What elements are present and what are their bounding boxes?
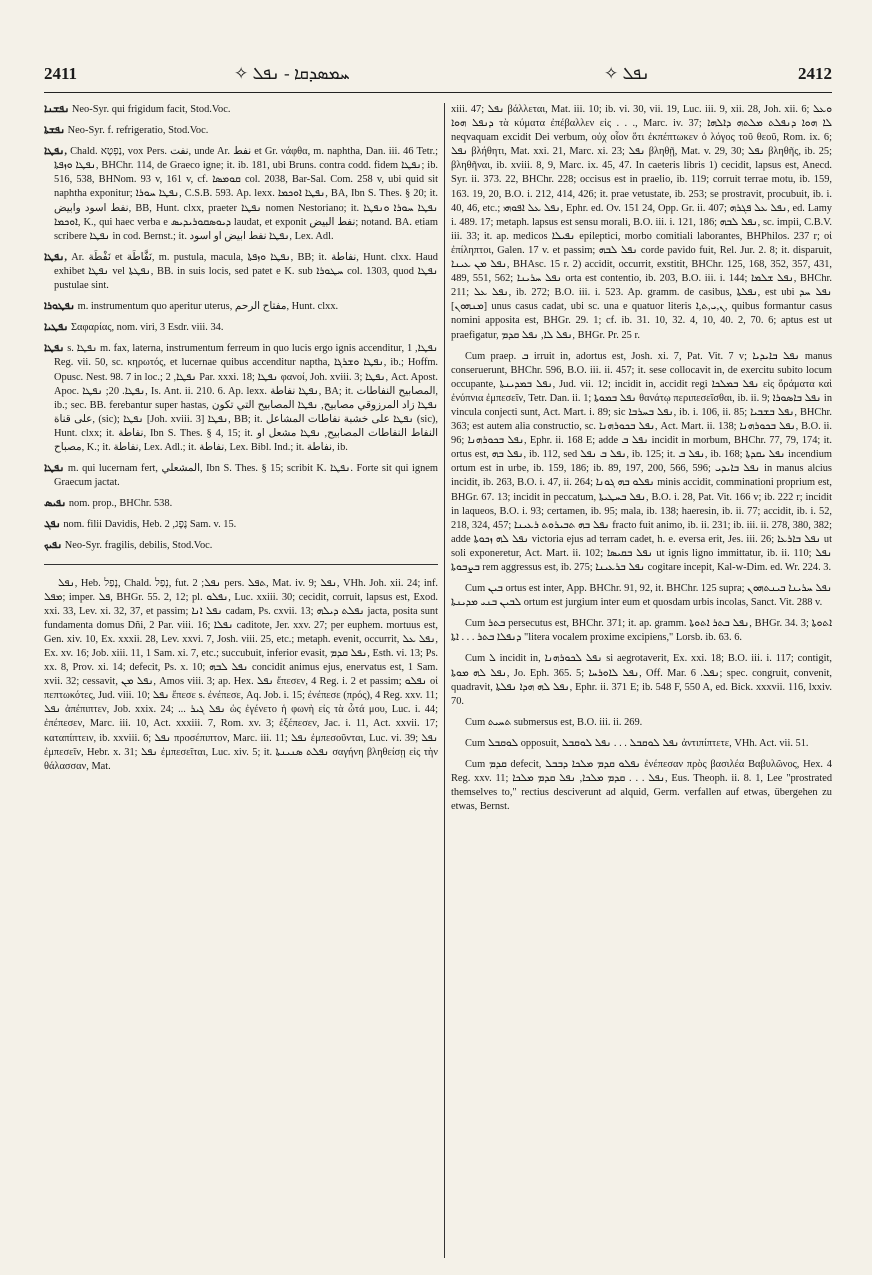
entry-headword: ܢܦܫܬܐ	[44, 125, 66, 137]
main-entry-paragraph: ܢܦܠ, Heb. נָפַל, Chald. נְפַל, fut. ܢܦܠ; 2 pers. ܬܦܠ, Mat. iv. 9; ܢܦܠ, VHh. Joh. xii. 24; inf. ܡܦܠ; imper. ܦܠ, BHGr. 55. 2, 12; pl. ܢܦܠܘ, Luc. xxiii. 30; cecidit, corruit, lapsus est, Exod. xxi. 33, Lev. xi. 32, 37, et passim; ܢܦܠ ܐܢܐ cadam, Ps. cxvii. 13; ܢܦܠܬ ܕܝܠܗ jacta, posita sunt fundamenta domus Dñi, 2 Par. viii. 16; ܢܦܠܐ caditote, Jer. xxv. 27; per euphem. mortuus est, Gen. xiv. 10, Ex. xxxii. 28, Lev. xxvi. 7, Josh. viii. 25, etc.; metaph. evenit, occurrit, ܢܦܠ ܥܠ, Ex. xv. 16; Job. xiii. 11, 1 Sam. xi. 7, etc.; succubuit, inferior evasit, ܢܦܠ ܩܕܡ, Esth. vi. 13; Ps. xx. 8, Prov. xi. 14; defecit, Ps. x. 10; ܢܦܠ ܠܒܗ concidit animus ejus, enervatus est, 1 Sam. xvii. 32; cessavit, ܢܦܠ ܡܢ, Amos viii. 3; ap. Hex. ܢܦܠ ἔπεσεν, 4 Reg. i. 2 et passim; ܢܦܠܘ οἱ πεπτωκότες, Jud. viii. 10; ܢܦܠ ἔπεσε s. ἐνέπεσε, Aq. Job. i. 15; ἐνέπεσε (πρός), 4 Reg. xxv. 11; ܢܦܠ ἀπέπιπτεν, Job. xxix. 24; ... ܢܦܠ ܓܝܪ ὡς ἐγένετο ἡ φωνὴ εἰς τὰ ὦτά μου, Luc. i. 44; ἐπέπεσεν, Marc. iii. 10, Act. xxxiii. 7, Rom. xv. 3; ἐξέπεσεν, Jac. i. 11, Act. xxvii. 17; καταπίπτειν, ib. xxviii. 6; ܢܦܠ προσέπιπτον, Marc. iii. 11; ܢܦܠ ἐμπεσοῦνται, Luc. vi. 39; ܢܦܠ ἐμπεσεῖν, Hebr. x. 31; ܢܦܠ ἐμπεσεῖται, Luc. xiv. 5; it. ܢܦܠܬ ܣܢܝܢܬܐ σαγήνη βληθείσῃ εἰς τὴν θάλασσαν, Mat.	[44, 577, 438, 772]
entry-headword: ܢܦܛܘܪܐ	[44, 301, 76, 313]
construction-paragraph: Cum ܠܘܩܒܠ opposuit, ܢܦܠ ܠܘܩܒܠ . . . ܢܦܠ ܠܘܩܒܠ ἀντιπίπτετε, VHh. Act. vii. 51.	[465, 737, 809, 749]
construction-paragraph: Cum ܬܚܝܬ submersus est, B.O. iii. ii. 269.	[465, 716, 643, 728]
entry-headword: ܢܦܓ	[44, 519, 61, 531]
header-rule	[44, 92, 832, 93]
entry-text: Neo-Syr. fragilis, debilis, Stod.Voc.	[64, 540, 213, 552]
continuation-paragraph: xiii. 47; ܢܦܠ βάλλεται, Mat. iii. 10; ib. vi. 30, vii. 19, Luc. iii. 9, xii. 28, Joh. xii. 6; ܘܥܠ ܕܢܦܠ ܗܘܐ τὰ κύματα ἐπέβαλλεν εἰς . . ., Marc. iv. 37; ܠܐ ܗܘܐ ܕܢܦܠܬ ܡܠܬܗ ܕܐܠܗܐ neqvaquam excidit Dei verbum, οὐχ οἷον ὅτι ἐκπέπτωκεν ὁ λόγος τοῦ θεοῦ, Rom. ix. 6; ܢܦܠ βλήθητι, Mat. xxi. 21, Marc. xi. 23; ܢܦܠ βληθῇ, Mat. v. 29, 30; ܢܦܠ βληθῆς, ib. 25; βληθῆναι, ib. xviii. 8, 9, Marc. ix. 45, 47. In caeteris libris 1) cecidit, lapsus est, Anecd. Syr. ii. 373. 22, BHChr. 228; occisus est in praelio, ib. 119; corruit terrae motu, ib. 159, 163. 19, 20, B.O. i. 212, 414, 426; it. prae vetustate, ib. 253; se prostravit, procubuit, ib. i. 40, 46, etc.; ܢܦܠ ܥܠ ܐܦܘܗܝ, Ephr. ed. Ov. 151 24, Opp. Gr. ii. 407; ܢܦܠ ܥܠ ܦܓܪܗ, ed. Lamy i. 489. 17; metaph. lapsus est sensu morali, B.O. iii. i. 121, 186; ܢܦܠ ܠܒܗ, sc. impii, C.B.V. iii. 33; it. ap. medicos ܢܦܝܠܐ epileptici, morbo comitiali laborantes, BHPhilos. 237 r; οἱ ἐπίληπτοι, Galen. 17 v. et passim; ܢܦܠ ܠܒܗ corde pavido fuit, Rel. Jur. 2. 8; it. disparuit, ܢܦܠ ܡܢ ܥܝܢܐ, BHAsc. 15 r. 2) accidit, occurrit, exstitit, BHChr. 125, 168, 352, 357, 431, 489, 551, 562; ܢܦܠ ܚܪܝܢܐ orta est contentio, ib. 203, B.O. iii. i. 144; ܢܦܠ ܫܠܡܐ, BHChr. 211; ܢܦܠ ܥܠ, ib. 272; B.O. iii. i. 523. Ap. gramm. de casibus, ܢܦܠܬܐ, est ubi ܢܦܠ ܚܕ [ܡܢܗܘܢ] unus casus cadat, ubi sc. una e quatuor literis ܢ,ܝ,ܬ,ܐ, quibus formantur casus nomini apposita est, BHGr. 29. 1; cf. ib. 31. 10, 32. 4, 10, 40. 2, 70. 6; aptus est ut praefigatur, ܢܦܠ ܠܐ, ܢܦܠ ܩܕܡ, BHGr. Pr. 25 r.	[451, 104, 832, 341]
dictionary-entry	[44, 518, 438, 532]
page-header	[44, 64, 832, 90]
dictionary-entry	[44, 300, 438, 314]
entry-text: m. instrumentum quo aperitur uterus, مفتاح الرحم, Hunt. clxx.	[77, 301, 339, 313]
entry-text: Ar. نَفْطَة et نَفَّاطَة, m. pustula, macula, ܢܦܛܐ ܘܙܦܬܐ, BB; it. نفاطة, Hunt. clxx. Haud exhibet ܢܦܛܐ vel ܢܦܛܬܐ, BB. in suis locis, sed patet e K. sub ܚܛܘܪܐ col. 1303, quod ܢܦܛܐ pustulae sint.	[54, 251, 438, 292]
column-divider	[444, 103, 445, 1258]
section-divider	[44, 564, 438, 565]
right-column	[451, 103, 832, 1263]
entry-text: m. qui lucernam fert, المشعلي, Ibn S. Thes. § 15; scribit K. ܢܦܛܐ. Forte sit qui ignem Graecum jactat.	[54, 463, 438, 489]
dictionary-entry	[44, 342, 438, 455]
entry-headword: ܢܦܝܣ	[44, 498, 67, 510]
running-head-right: ✧ ܢܦܠ	[604, 64, 650, 83]
entry-headword: ܢܦܫܢܐ	[44, 104, 70, 115]
dictionary-entry	[44, 251, 438, 293]
entry-text: Chald. נַפְטָא, vox Pers. نفت, unde Ar. نفط et Gr. νάφθα, m. naphtha, Dan. iii. 46 Tetr.; ܢܦܛܐ ܘܙܦܬܐ, BHChr. 114, de Graeco igne; it. ib. 181, ubi Bruns. contra codd. fidem ܢܦܛܐ; ib. 516, 538, BHNom. 93 v, 161 v, cf. ܩܘܡܣܐ col. 2038, Bar-Sal. Com. 258 v, ubi quid sit naphtha exponitur; ܢܦܛܐ ܚܘܪܐ, C.S.B. 593. Ap. lexx. ܢܦܛܐ ܐܘܟܡܐ, BA, Ibn S. Thes. § 20; it. نفط اسود وابيض, BB, Hunt. clxx, praeter ܢܦܛܐ nomen Nestoriano; it. ܢܦܛܐ ܚܘܪܐ ܘܢܦܛܐ ܐܘܟܡܐ, K., qui haec verba e ܕܝܘܣܩܘܪܝܕܝܣ laudat, et exponit نفط البيض; notand. BA. etiam scribere ܢܦܛܐ in cod. Bernst.; it. ܢܦܛܐ نفط ابيض او اسود, Lex. Adl.	[54, 146, 438, 242]
running-head-left: ✧ ܚܡܣܕܩܐ - ܢܦܠ	[234, 64, 350, 83]
construction-paragraph: Cum praep. ܒ irruit in, adortus est, Josh. xi. 7, Pat. Vit. 7 v; ܢܦܠ ܒܐܝܕܝܐ manus conseruerunt, BHChr. 596, B.O. iii. ii. 457; it. sese collocavit in, de exercitu subito locum occupante, ܢܦܠ ܒܡܕܝܢܬܐ, Jud. vii. 12; incidit in, accidit regi ܢܦܠ ܒܡܠܟܐ εἰς ὅράματα καὶ ἐνύπνια ἐμπεσεῖν, Tetr. Dan. ii. 1; ܢܦܠ ܒܡܘܬܐ θανάτῳ περιπεσεῖσθαι, ib. ii. 9; ܢܦܠ ܒܐܣܘܪܐ in vincula conjecti sunt, Act. Mart. i. 89; sic ܢܦܠ ܒܚܪܒܐ, ib. i. 106, ii. 85; ܢܦܠ ܒܫܒܝܐ, BHChr. 363; est autem alia constructio, sc. ܢܦܠ ܒܟܘܪܗܢܐ, Act. Mart. ii. 138; ܢܦܠ ܒܟܘܪܗܢܐ, B.O. ii. 96; ܢܦܠ ܒܟܘܪܗܢܐ, Ephr. ii. 168 E; adde ܢܦܠ ܒ incidit in morbum, BHChr. 77, 79, 174; it. ortus est, ܢܦܠ ܒܗ, ib. 112, sed ܢܦܠ ܒ ܢܦܠ, ib. 125; it. ܢܦܠ ܒ, ib. 168; ܢܦܠ ܝܩܕܬܐ incendium ortum est in urbe, ib. 159, 186; ib. 89, 197, 200, 566, 596; ܢܦܠ ܒܐܝܕܝ in manus alcius incidit, ib. 263, B.O. i. 47, ii. 264; ܢܦܠܘ ܒܗ ܓܘܢܐ minis accidit, comminationi proprium est, BHGr. 67. 13; incidit in peccatum, ܢܦܠ ܒܚܛܝܬܐ, B.O. i. 28, Pat. Vit. 166 v; ib. 222 r; incidit in laqueos, B.O. i. 93; certamen, ib. 95; mala, ib. 138; haeresin, ib. ii. 77; accidit, ib. i. 52, 218, 324, 457; ܢܦܠ ܒܗ ܬܒܝܪܘܬ ܪܥܝܢܐ fracto fuit animo, ib. ii. 231; ib. iii. ii. 278, 380, 382; adde ܢܦܠ ܠܗ ܙܟܘܬܐ victoria ejus ad terram cadet, h. e. eversa erit, Jes. iii. 26; ܢܦܠ ܒܐܪܥܐ ut soli exponeretur, Act. Mart. ii. 102; ܢܦܠ ܒܩܝܣܐ ut ignis ligno immittatur, ib. ii. 110; ܢܦܠ ܒܨܒܘܬܐ rem aggressus est, ib. 275; ܢܦܠ ܒܪܥܝܢܐ cogitare incepit, Kal-w-Dim. ed. Wr. 224. 3.	[451, 350, 832, 573]
dictionary-entry	[44, 539, 438, 553]
construction-paragraph: Cum ܒܝܢ ortus est inter, App. BHChr. 91, 92, it. BHChr. 125 supra; ܢܦܠ ܚܪܝܢܐ ܒܝܢܬܗܘܢ ܠܒܝܢ ܒܢܝ ܡܕܝܢܬܐ ortum est jurgium inter eum et quosdam urbis incolas, Sanct. Vit. 288 v.	[451, 583, 832, 609]
dictionary-entry	[44, 497, 438, 511]
entry-text: Σαφαρίας, nom. viri, 3 Esdr. viii. 34.	[70, 322, 224, 334]
dictionary-entry	[44, 145, 438, 244]
dictionary-entry	[44, 321, 438, 335]
entry-headword: ܢܦܛܐ,	[44, 146, 67, 158]
dictionary-entry	[44, 462, 438, 490]
entry-text: s. ܢܦܛܐ m. fax, laterna, instrumentum ferreum in quo lucis ergo ignis accenditur, ܢܦܛܐ, 1 Reg. vii. 50, sc. κηρωτός, et lucernae quibus accenditur naptha, ܢܦܛܐ ܘܫܪܓܐ, ib.; Hoffm. Opusc. Nest. 98. 7 in loc.; ܢܦܛܐ, 2 Par. xxxi. 18; ܢܦܛܐ φανοί, Joh. xviii. 3; ܢܦܛܐ, Act. Apost. Apoc. ܢܦܛܐ. 20; ܢܦܛܐ, Is. Ant. ii. 210. 6. Ap. lexx. ܢܦܛܐ نفاطة, BA; it. المصابيح النفاطات, ib.; sec. BB. ferebantur super hastas, ܢܦܛܐ زاد المرزوقي مصابيح, ܢܦܛܐ المصابيح التي تكون على قناة, (sic); ܢܦܛܐ [Joh. xviii. 3] ܢܦܛܐ, BB; it. ܢܦܛܐ على خشبة نفاطات المشاعل (sic), Hunt. clxx; it. نفاطة, Ibn S. Thes. § 4, 15; it. النفاط النفاطات المصابيح, ܢܦܛܐ مشعل او مصباح, K.; it. نفاطة, Lex. Adl.; it. نفاطة, Lex. Bibl. Ind.; it. نفاطة, ib.	[54, 343, 438, 453]
entry-headword: ܢܦܛܐ	[44, 343, 65, 355]
entry-text: Neo-Syr. f. refrigeratio, Stod.Voc.	[67, 125, 209, 137]
entry-text: Neo-Syr. qui frigidum facit, Stod.Voc.	[71, 104, 231, 115]
entry-headword: ܢܦܛܝܐ	[44, 322, 69, 334]
page-number-left: 2411	[44, 64, 78, 83]
dictionary-entry	[44, 103, 438, 117]
entry-headword: ܢܦܛܐ,	[44, 251, 67, 263]
construction-paragraph: Cum ܒܬܪ persecutus est, BHChr. 371; it. ap. gramm. ܢܦܠ ܒܬܪ ܐܬܘܬܐ, BHGr. 34. 3; ܐܬܘܬܐ ܕܢܦܠܐ ܒܬܪ . . . ܐܬܐ "litera vocalem proxime excipiens," Lorsb. ib. 63. 6.	[451, 618, 832, 644]
entry-text: nom. prop., BHChr. 538.	[68, 498, 173, 510]
construction-paragraph: Cum ܠ incidit in, ܢܦܠ ܠܟܘܪܗܢܐ si aegrotaverit, Ex. xxi. 18; B.O. iii. i. 117; contigit, ܢܦܠ ܠܗ ܡܘܬܐ, Jo. Eph. 365. 5; ܢܦܠ ܠܐܘܪܚܐ, Off. Mar. ܢܦܠ. 6; spec. congruit, convenit, quadravit, ܢܦܠ ܠܗ ܗܕܐ ܢܦܠܬܐ, Ephr. ii. 371 E; ib. 548 F, 550 A, ed. Bick. xxxvii. 116, lxxiv. 70.	[451, 653, 832, 707]
page-number-right: 2412	[798, 64, 832, 83]
entry-headword: ܢܦܛܐ	[44, 463, 65, 475]
entry-headword: ܢܦܝܟ	[44, 540, 63, 552]
left-column	[44, 103, 438, 1263]
construction-paragraph: Cum ܩܕܡ defecit, ܢܦܠܘ ܩܕܡ ܡܠܟܐ ܕܒܒܠ ἐνέπεσαν πρὸς βασιλέα Βαβυλῶνος, Hex. 4 Reg. xxv. 11; ܢܦܠ . . . ܩܕܡ ܡܠܟܐ, ܢܦܠ ܩܕܡ ܡܠܟܐ, Eus. Theoph. ii. 8. 1, Lee "prostrated themselves to," rectius desciverunt ad alquid, Germ. verfallen auf etwas, übergehen zu etwas, Bernst.	[451, 759, 832, 813]
entry-text: nom. filii Davidis, Heb. נֶפֶג, 2 Sam. v. 15.	[63, 519, 237, 531]
dictionary-entry	[44, 124, 438, 138]
